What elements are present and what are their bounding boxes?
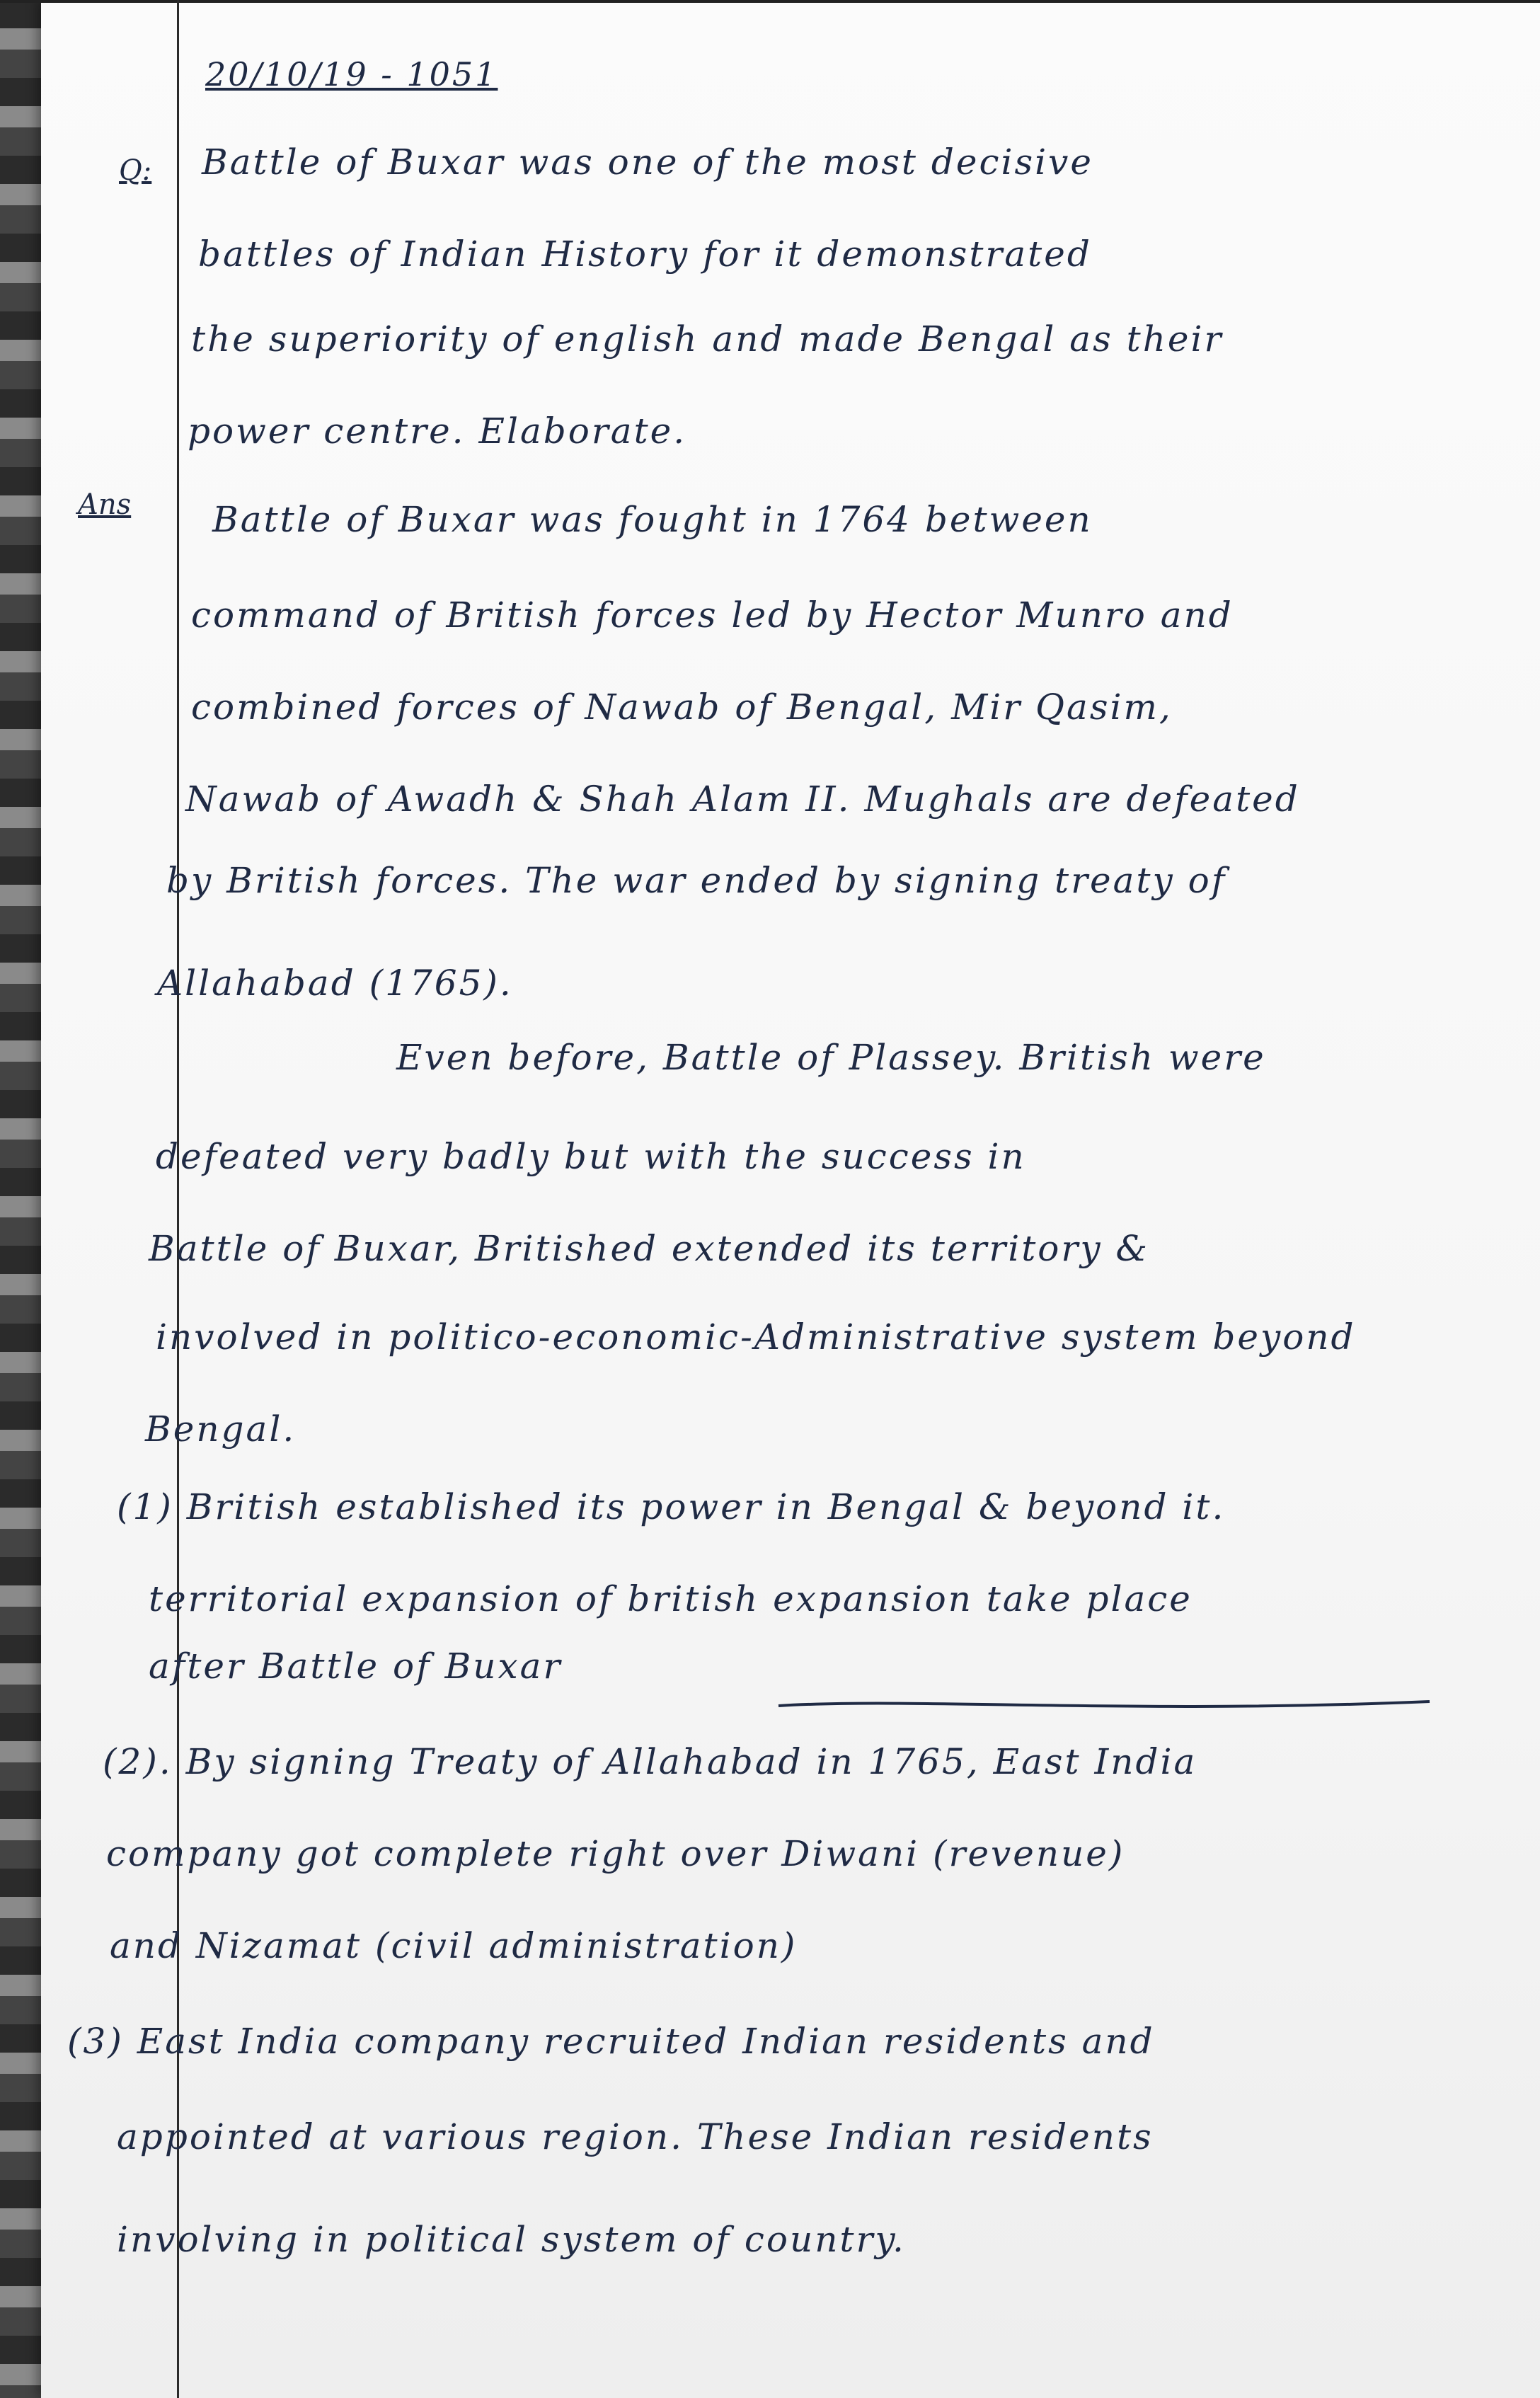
answer-line-13: territorial expansion of british expansion take place — [149, 1578, 1193, 1619]
answer-line-3: combined forces of Nawab of Bengal, Mir Qasim, — [191, 687, 1173, 728]
answer-line-14: after Battle of Buxar — [149, 1646, 563, 1687]
answer-line-16: company got complete right over Diwani (revenue) — [106, 1833, 1125, 1874]
answer-line-15: (2). By signing Treaty of Allahabad in 1765, East India — [103, 1741, 1197, 1782]
answer-line-17: and Nizamat (civil administration) — [110, 1925, 798, 1966]
answer-line-7: Even before, Battle of Plassey. British were — [396, 1037, 1266, 1078]
answer-line-4: Nawab of Awadh & Shah Alam II. Mughals are defeated — [185, 779, 1300, 820]
answer-line-12: (1) British established its power in Bengal & beyond it. — [117, 1486, 1226, 1527]
question-label: Q: — [119, 154, 152, 187]
answer-line-5: by British forces. The war ended by signing treaty of — [166, 860, 1227, 901]
answer-line-2: command of British forces led by Hector Munro and — [191, 595, 1234, 636]
question-line-3: the superiority of english and made Bengal as their — [191, 319, 1224, 360]
answer-line-10: involved in politico-economic-Administrative system beyond — [156, 1316, 1356, 1358]
answer-line-6: Allahabad (1765). — [157, 963, 513, 1004]
top-rule — [0, 0, 1540, 3]
answer-line-1: Battle of Buxar was fought in 1764 between — [212, 499, 1093, 540]
page-date: 20/10/19 - 1051 — [205, 55, 498, 93]
question-line-4: power centre. Elaborate. — [188, 411, 687, 452]
underline-scribble — [771, 1692, 1437, 1720]
question-line-1: Battle of Buxar was one of the most decisive — [202, 142, 1093, 183]
answer-line-18: (3) East India company recruited Indian residents and — [67, 2021, 1155, 2062]
answer-label: Ans — [78, 488, 132, 521]
question-line-2: battles of Indian History for it demonstrated — [198, 234, 1092, 275]
answer-line-11: Bengal. — [145, 1409, 297, 1450]
notebook-binding — [0, 0, 41, 2398]
answer-line-9: Battle of Buxar, Britished extended its territory & — [149, 1228, 1149, 1269]
answer-line-20: involving in political system of country. — [117, 2219, 906, 2260]
answer-line-19: appointed at various region. These Indian residents — [117, 2116, 1154, 2157]
answer-line-8: defeated very badly but with the success in — [156, 1136, 1026, 1177]
